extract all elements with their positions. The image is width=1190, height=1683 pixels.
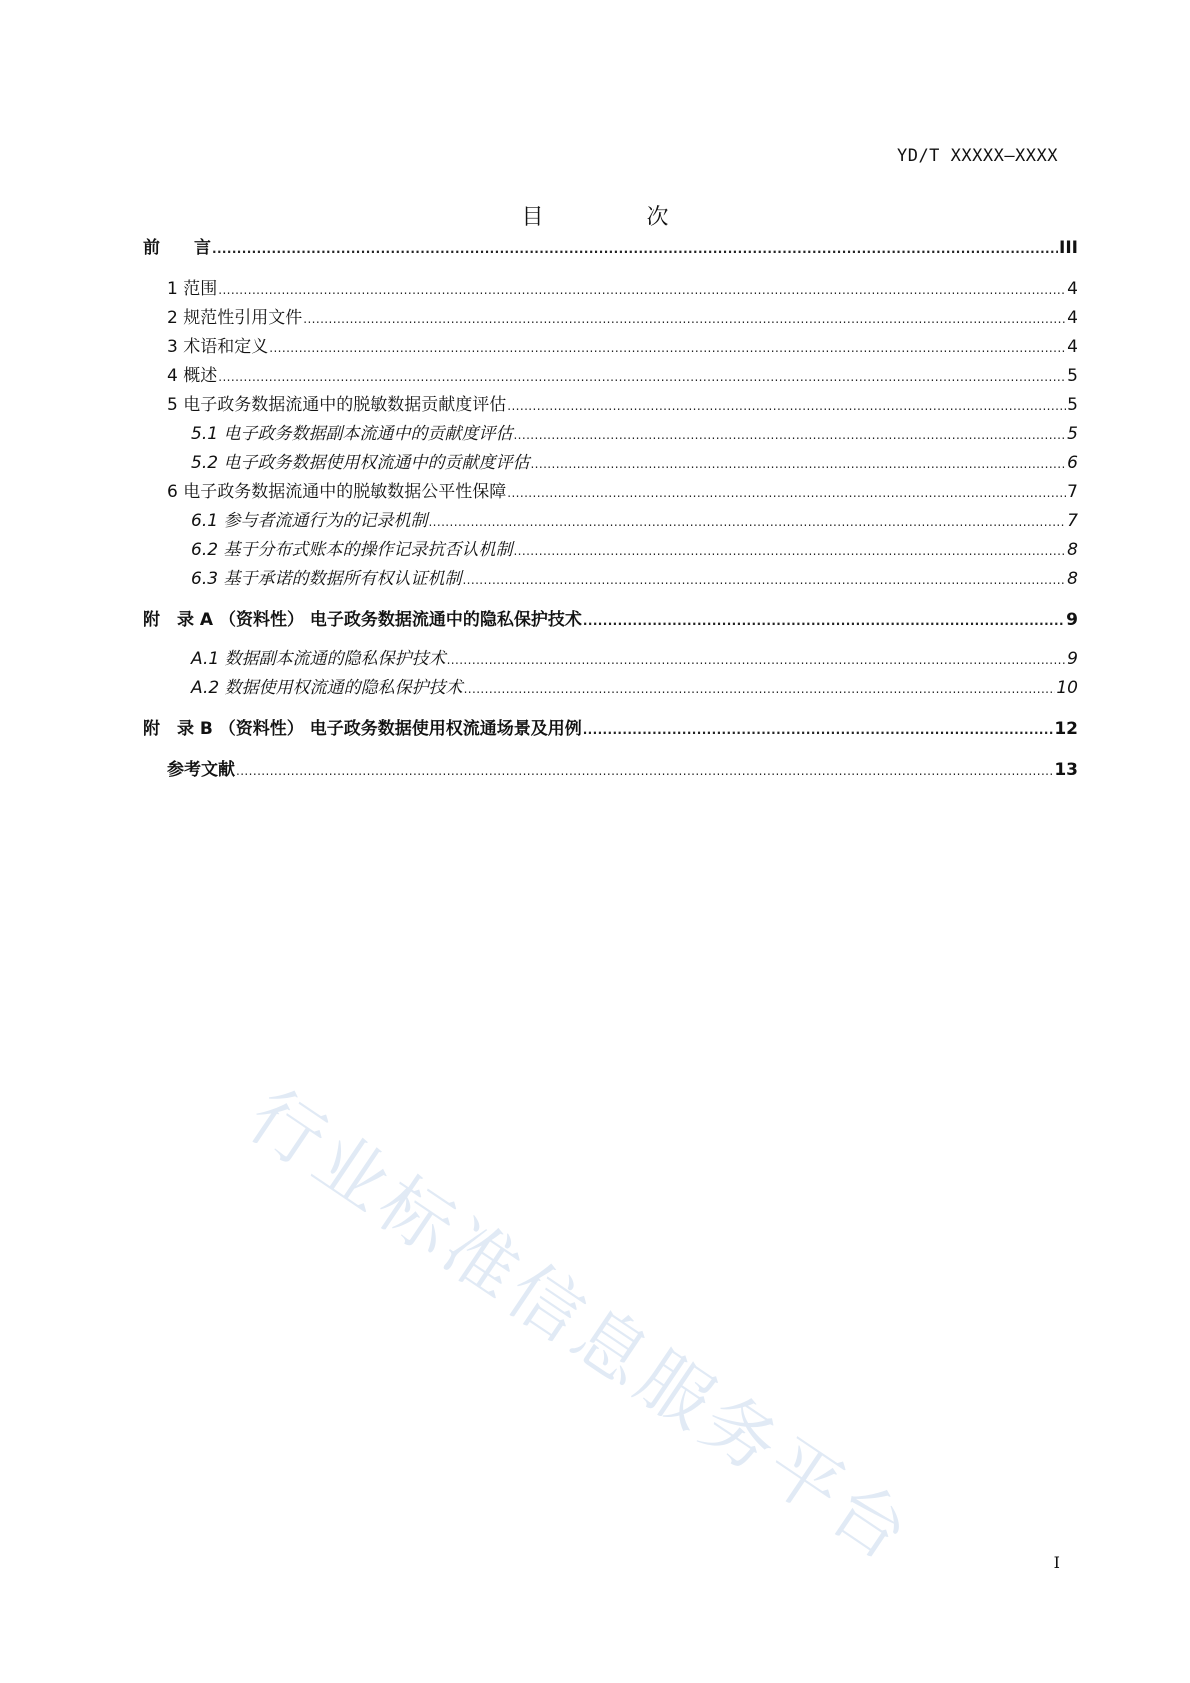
toc-leader-dots [236,759,1053,783]
toc-leader-dots [447,648,1067,672]
toc-entry-section-5-1[interactable] [143,422,1078,447]
toc-entry-label: 5.2 电子政务数据使用权流通中的贡献度评估 [191,453,530,473]
toc-entry-section-6-1[interactable] [143,509,1078,534]
toc-entry-appendix-a-1[interactable] [143,647,1078,672]
toc-entry-label: 附 录 A （资料性） 电子政务数据流通中的隐私保护技术 [143,610,582,630]
table-of-contents [143,0,1078,1683]
toc-entry-foreword[interactable] [143,236,1078,261]
toc-leader-dots [218,365,1066,389]
toc-entry-references[interactable] [143,758,1078,783]
toc-entry-page: 5 [1067,366,1078,386]
toc-leader-dots [583,718,1054,742]
toc-entry-overview[interactable] [143,364,1078,389]
toc-entry-page: 6 [1067,453,1078,473]
toc-entry-page: 9 [1066,610,1078,630]
toc-entry-page: 8 [1067,540,1078,560]
toc-entry-label: A.1 数据副本流通的隐私保护技术 [191,649,446,669]
toc-entry-label: 6.3 基于承诺的数据所有权认证机制 [191,569,462,589]
toc-entry-label: 6.2 基于分布式账本的操作记录抗否认机制 [191,540,513,560]
toc-entry-section-6-2[interactable] [143,538,1078,563]
toc-entry-section-6-3[interactable] [143,567,1078,592]
toc-entry-terms-definitions[interactable] [143,335,1078,360]
toc-entry-page: 10 [1056,678,1078,698]
page-number: I [1053,1553,1060,1572]
toc-entry-page: 12 [1054,719,1078,739]
toc-title: 目 次 [521,205,717,230]
toc-leader-dots [303,307,1066,331]
toc-entry-page: 9 [1067,649,1078,669]
toc-entry-page: 5 [1067,395,1078,415]
toc-entry-page: III [1059,238,1078,258]
toc-entry-page: 8 [1067,569,1078,589]
toc-entry-label: 附 录 B （资料性） 电子政务数据使用权流通场景及用例 [143,719,582,739]
toc-entry-page: 4 [1067,308,1078,328]
toc-entry-appendix-b[interactable] [143,717,1078,742]
toc-entry-section-5[interactable] [143,393,1078,418]
toc-leader-dots [513,539,1066,563]
toc-entry-label: 6.1 参与者流通行为的记录机制 [191,511,428,531]
toc-entry-label: 参考文献 [167,760,235,780]
toc-entry-page: 7 [1067,482,1078,502]
toc-entry-label: 5.1 电子政务数据副本流通中的贡献度评估 [191,424,513,444]
toc-leader-dots [513,423,1066,447]
toc-entry-page: 13 [1054,760,1078,780]
toc-entry-appendix-a-2[interactable] [143,676,1078,701]
toc-entry-label: A.2 数据使用权流通的隐私保护技术 [191,678,463,698]
toc-entry-label: 前 言 [143,238,211,258]
toc-entry-page: 4 [1067,279,1078,299]
toc-entry-page: 4 [1067,337,1078,357]
toc-entry-normative-references[interactable] [143,306,1078,331]
toc-entry-scope[interactable] [143,277,1078,302]
toc-leader-dots [530,452,1066,476]
toc-entry-page: 5 [1067,424,1078,444]
toc-leader-dots [507,394,1066,418]
toc-leader-dots [428,510,1066,534]
toc-leader-dots [218,278,1066,302]
toc-entry-section-6[interactable] [143,480,1078,505]
toc-entry-appendix-a[interactable] [143,608,1078,633]
toc-leader-dots [462,568,1066,592]
toc-leader-dots [212,237,1058,261]
watermark: 行业标准信息服务平台 [234,1073,928,1580]
toc-leader-dots [583,609,1065,633]
toc-entry-page: 7 [1067,511,1078,531]
toc-entry-label: 6 电子政务数据流通中的脱敏数据公平性保障 [167,482,507,502]
toc-leader-dots [507,481,1066,505]
toc-entry-label: 5 电子政务数据流通中的脱敏数据贡献度评估 [167,395,507,415]
toc-entry-label: 1 范围 [167,279,218,299]
standard-code: YD/T XXXXX—XXXX [896,146,1058,166]
toc-entry-label: 3 术语和定义 [167,337,269,357]
toc-leader-dots [269,336,1066,360]
toc-leader-dots [464,677,1056,701]
toc-entry-label: 4 概述 [167,366,218,386]
toc-entry-label: 2 规范性引用文件 [167,308,303,328]
toc-entry-section-5-2[interactable] [143,451,1078,476]
